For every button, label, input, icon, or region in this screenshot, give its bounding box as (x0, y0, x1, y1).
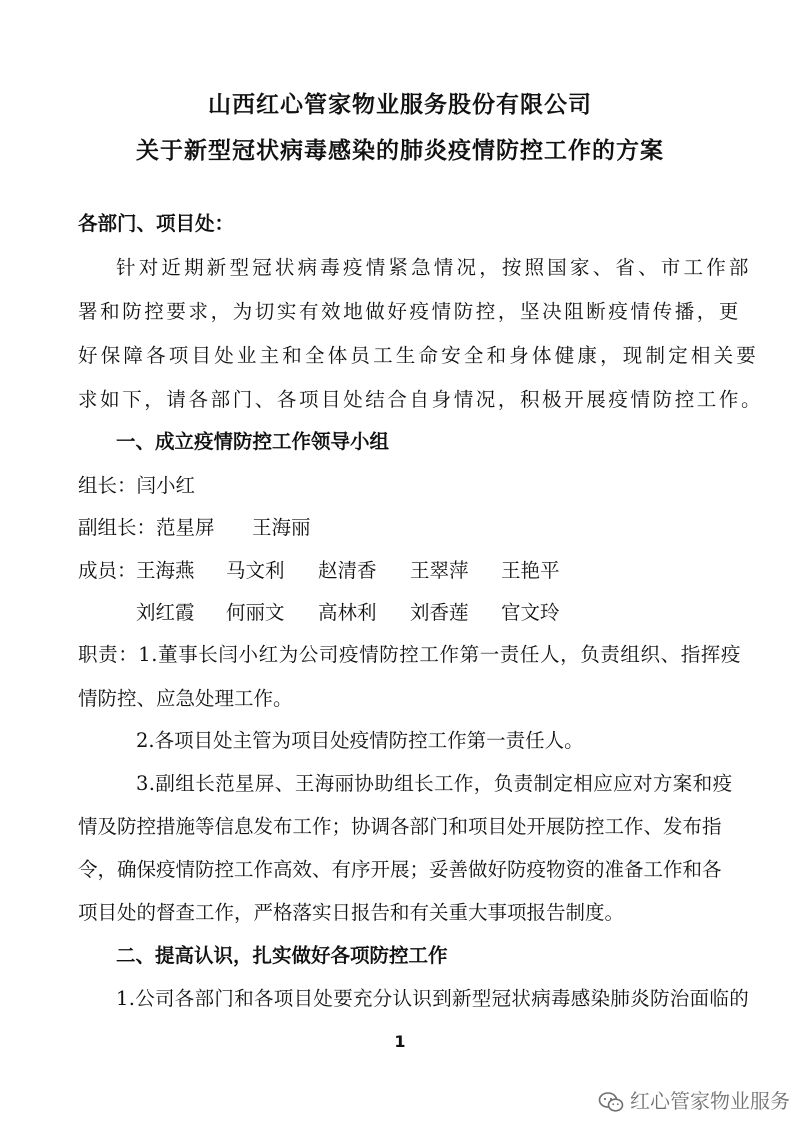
duties-line: 情防控、应急处理工作。 (78, 687, 293, 710)
member-name: 高林利 (318, 601, 377, 624)
watermark-text: 红心管家物业服务 (630, 1089, 790, 1113)
deputy-leader-2: 王海丽 (252, 516, 311, 539)
duties-line: 令，确保疫情防控工作高效、有序开展；妥善做好防疫物资的准备工作和各 (78, 858, 722, 881)
document-title-company: 山西红心管家物业服务股份有限公司 (208, 92, 592, 118)
members-label: 成员： (78, 559, 137, 582)
duties-line: 情及防控措施等信息发布工作；协调各部门和项目处开展防控工作、发布指 (78, 815, 722, 838)
member-name: 刘红霞 (136, 601, 195, 624)
member-name: 马文利 (226, 559, 285, 582)
member-name: 王翠萍 (410, 559, 469, 582)
duties-line: 职责：1.董事长闫小红为公司疫情防控工作第一责任人，负责组织、指挥疫 (78, 643, 742, 666)
member-name: 刘香莲 (410, 601, 469, 624)
intro-line: 好保障各项目处业主和全体员工生命安全和身体健康，现制定相关要 (78, 344, 760, 367)
section-heading-1: 一、成立疫情防控工作领导小组 (116, 430, 390, 453)
section2-line: 1.公司各部门和各项目处要充分认识到新型冠状病毒感染肺炎防治面临的 (116, 987, 750, 1010)
intro-line: 署和防控要求，为切实有效地做好疫情防控，坚决阻断疫情传播，更 (78, 300, 742, 323)
member-name: 赵清香 (318, 559, 377, 582)
member-name: 何丽文 (226, 601, 285, 624)
intro-line: 求如下，请各部门、各项目处结合自身情况，积极开展疫情防控工作。 (78, 388, 764, 411)
document-title-subject: 关于新型冠状病毒感染的肺炎疫情防控工作的方案 (136, 138, 664, 164)
watermark (598, 1085, 790, 1114)
member-name: 官文玲 (501, 601, 560, 624)
duties-line: 3.副组长范星屏、王海丽协助组长工作，负责制定相应应对方案和疫 (136, 772, 733, 795)
salutation: 各部门、项目处： (78, 212, 235, 235)
member-name: 王海燕 (136, 559, 195, 582)
deputy-leader-line: 副组长：范星屏 (78, 516, 215, 539)
wechat-icon (598, 1091, 624, 1113)
member-name: 王艳平 (501, 559, 560, 582)
leader-line: 组长：闫小红 (78, 474, 196, 497)
duties-line: 2.各项目处主管为项目处疫情防控工作第一责任人。 (136, 729, 584, 752)
section-heading-2: 二、提高认识，扎实做好各项防控工作 (116, 944, 448, 967)
page-number: 1 (394, 1032, 406, 1051)
duties-line: 项目处的督查工作，严格落实日报告和有关重大事项报告制度。 (78, 901, 625, 924)
intro-line: 针对近期新型冠状病毒疫情紧急情况，按照国家、省、市工作部 (116, 256, 752, 279)
